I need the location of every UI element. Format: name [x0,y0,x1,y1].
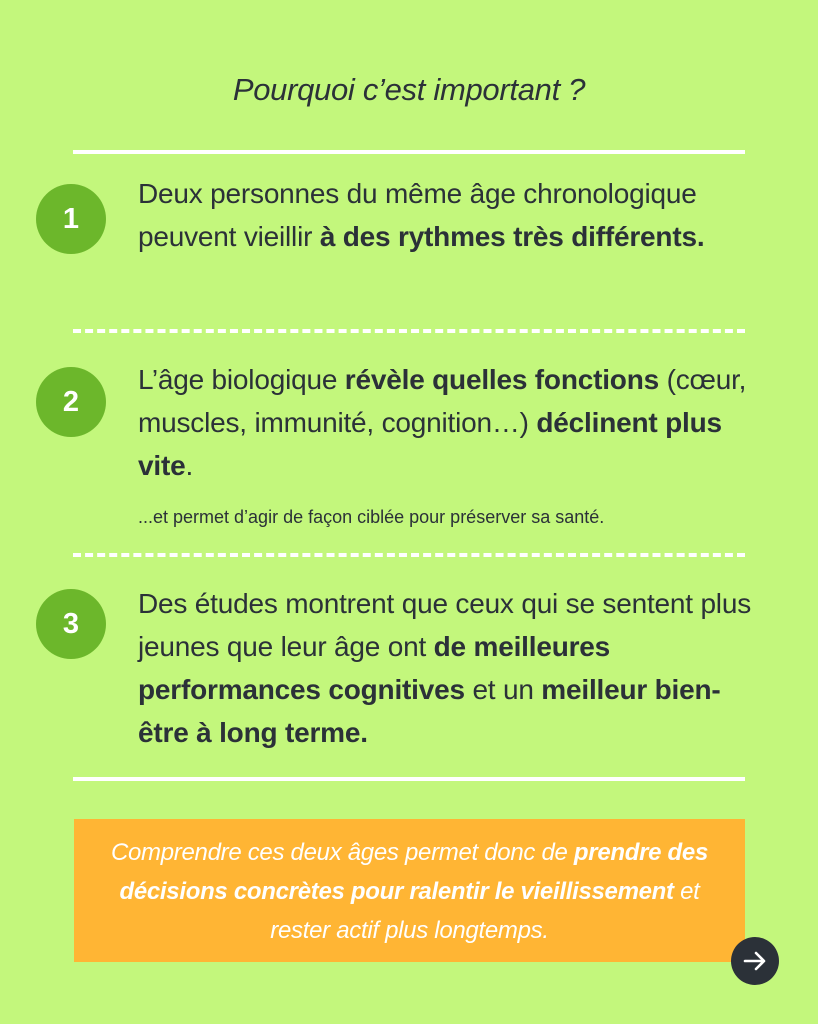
bottom-divider [73,777,745,781]
next-button[interactable] [731,937,779,985]
number-badge-1: 1 [36,184,106,254]
item-3-bold-2: meilleur bien-être à long terme. [138,674,721,748]
item-2-bold-1: révèle quelles fonctions [344,364,659,395]
arrow-right-icon [742,948,768,974]
item-2-plain-3: . [185,450,194,481]
callout-plain-1: Comprendre ces deux âges permet donc de [110,839,574,866]
top-divider [73,150,745,154]
item-2-plain-2: (cœur, muscles, immunité, cognition…) [138,364,747,438]
item-3-plain-2: et un [464,674,542,705]
item-1-text [138,172,758,258]
item-2-bold-2: déclinent plus vite [138,407,722,481]
item-2-plain-1: L’âge biologique [138,364,345,395]
item-1-bold: à des rythmes très différents. [319,221,705,252]
item-3-text [138,582,758,754]
item-3-plain-1: Des études montrent que ceux qui se sentent plus jeunes que leur âge ont [138,588,752,662]
item-2-subtext: ...et permet d’agir de façon ciblée pour préserver sa santé. [138,507,605,527]
dashed-divider-2 [73,553,745,557]
item-3-bold-1: de meilleures performances cognitives [138,631,611,705]
conclusion-callout [74,819,745,962]
number-badge-3: 3 [36,589,106,659]
number-badge-2: 2 [36,367,106,437]
callout-plain-2: et rester actif plus longtemps. [270,878,700,944]
callout-bold: prendre des décisions concrètes pour ralentir le vieillissement [119,839,709,905]
item-2-text [138,358,758,487]
page-title: Pourquoi c’est important ? [232,72,586,107]
item-1-plain: Deux personnes du même âge chronologique peuvent vieillir [138,178,697,252]
dashed-divider-1 [73,329,745,333]
